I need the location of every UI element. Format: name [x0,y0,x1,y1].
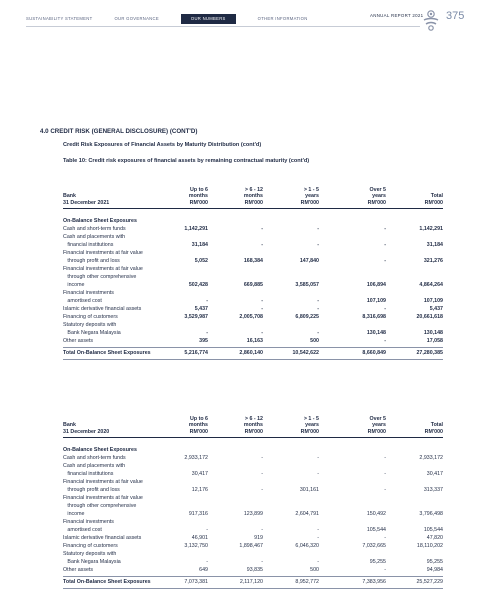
cell-value: - [261,471,263,477]
nav-our-governance[interactable]: OUR GOVERNANCE [114,16,159,21]
table-row [63,217,443,225]
row-label: Financial investments [63,519,114,525]
cell-value: - [317,535,319,541]
cell-value: - [317,242,319,248]
table-row [63,233,443,241]
column-header [244,416,263,436]
cell-value: 147,840 [299,258,319,264]
cell-value: 919 [254,535,263,541]
column-header-line: > 1 - 5 [303,186,319,193]
row-label: financial institutions [63,471,114,477]
column-header-line: RM'000 [367,428,386,435]
column-header-line: > 1 - 5 [303,415,319,422]
maturity-table-2021 [63,174,443,360]
column-header-line: RM'000 [189,428,208,435]
row-label: Statutory deposits with [63,551,117,557]
cell-value: - [384,455,386,461]
total-value: 8,952,772 [295,579,319,585]
table-row [63,510,443,518]
report-label: ANNUAL REPORT 2021 [370,13,424,18]
cell-value: 6,809,225 [295,314,319,320]
column-header-line: RM'000 [300,428,319,435]
table-row [63,257,443,265]
cell-value: 3,796,498 [419,511,443,517]
column-header-line: years [372,422,386,428]
column-header-line: > 6 - 12 [244,415,263,422]
cell-value: - [261,559,263,565]
cell-value: - [317,330,319,336]
cell-value: 47,820 [426,535,443,541]
row-label: income [63,282,85,288]
row-label: Cash and placements with [63,234,126,240]
cell-value: 130,148 [366,330,386,336]
table-row [63,486,443,494]
cell-value: 95,255 [426,559,443,565]
cell-value: - [261,487,263,493]
header-rule [63,437,443,438]
cell-value: 2,604,791 [295,511,319,517]
header-rule [63,208,443,209]
table-row [63,313,443,321]
total-value: 7,383,956 [362,579,386,585]
row-label: Cash and placements with [63,463,126,469]
column-header-line: RM'000 [300,199,319,206]
cell-value: 917,316 [188,511,208,517]
row-label: amortised cost [63,298,102,304]
table-row [63,249,443,257]
table-row [63,518,443,526]
table-row [63,478,443,486]
cell-value: - [206,298,208,304]
cell-value: - [384,226,386,232]
cell-value: 106,894 [366,282,386,288]
cell-value: - [206,527,208,533]
spacer [63,209,443,217]
column-header-line: Total [430,193,443,199]
column-header [189,187,208,207]
table-row [63,273,443,281]
table-header [63,403,443,435]
cell-value: 31,184 [426,242,443,248]
table-row [63,225,443,233]
cell-value: 130,148 [423,330,443,336]
table-row [63,241,443,249]
column-header-line: years [372,193,386,199]
cell-value: 123,899 [243,511,263,517]
cell-value: 3,585,057 [295,282,319,288]
table-row [63,297,443,305]
total-value: 2,117,120 [239,579,263,585]
bank-logo-icon [420,8,442,32]
column-header-line: Up to 6 [190,415,208,422]
cell-value: 107,109 [366,298,386,304]
total-label: Total On-Balance Sheet Exposures [63,350,151,356]
cell-value: - [206,330,208,336]
row-label: through other comprehensive [63,274,137,280]
cell-value: 1,142,291 [184,226,208,232]
nav-divider [26,26,420,27]
cell-value: - [384,306,386,312]
bank-label: Bank [63,193,76,199]
cell-value: 4,864,264 [419,282,443,288]
page-number: 375 [446,10,465,22]
row-label: Financial investments [63,290,114,296]
row-label: Financial investments at fair value [63,479,143,485]
cell-value: 30,417 [191,471,208,477]
column-header-line: Over 5 [369,186,386,193]
table-row [63,470,443,478]
total-value: 8,660,849 [362,350,386,356]
cell-value: - [261,298,263,304]
cell-value: - [384,338,386,344]
cell-value: 2,005,708 [239,314,263,320]
cell-value: 17,058 [426,338,443,344]
column-header-line: years [305,193,319,199]
bank-label: Bank [63,422,76,428]
column-header-line: Total [430,422,443,428]
cell-value: - [206,559,208,565]
column-header [244,187,263,207]
row-label: Cash and short-term funds [63,226,126,232]
row-label: Other assets [63,338,94,344]
cell-value: 7,032,665 [362,543,386,549]
column-header-line: years [305,422,319,428]
table-row [63,321,443,329]
cell-value: 105,544 [366,527,386,533]
cell-value: 12,176 [191,487,208,493]
cell-value: - [261,527,263,533]
table-row [63,494,443,502]
cell-value: 5,437 [194,306,208,312]
column-header [425,422,443,435]
column-header-line: months [243,422,263,428]
cell-value: - [317,298,319,304]
table-row [63,446,443,454]
row-label: Bank Negara Malaysia [63,330,121,336]
cell-value: 3,132,750 [184,543,208,549]
row-label: amortised cost [63,527,102,533]
row-label: Financing of customers [63,314,118,320]
date-label: 31 December 2021 [63,199,110,206]
column-header-line: RM'000 [189,199,208,206]
column-header-line: RM'000 [367,199,386,206]
total-value: 27,280,385 [416,350,443,356]
cell-value: 16,163 [246,338,263,344]
row-label: through profit and loss [63,487,120,493]
table-row [63,558,443,566]
total-value: 7,073,381 [184,579,208,585]
row-label: Financial investments at fair value [63,250,143,256]
date-label: 31 December 2020 [63,428,110,435]
total-label: Total On-Balance Sheet Exposures [63,579,151,585]
cell-value: 30,417 [426,471,443,477]
cell-value: 18,110,202 [416,543,443,549]
total-value: 2,860,140 [239,350,263,356]
table-row [63,305,443,313]
cell-value: - [261,242,263,248]
table-row [63,534,443,542]
row-label: On-Balance Sheet Exposures [63,447,137,453]
cell-value: 301,161 [299,487,319,493]
total-row [63,577,443,588]
cell-value: - [261,455,263,461]
row-label: Financial investments at fair value [63,266,143,272]
column-header-line: Over 5 [369,415,386,422]
cell-value: - [384,242,386,248]
column-header-line: RM'000 [244,428,263,435]
row-label: income [63,511,85,517]
table-row [63,281,443,289]
cell-value: - [317,226,319,232]
cell-value: - [317,455,319,461]
cell-value: 95,255 [369,559,386,565]
cell-value: - [261,330,263,336]
cell-value: 5,437 [429,306,443,312]
row-label: financial institutions [63,242,114,248]
column-header [301,416,319,436]
cell-value: 1,898,467 [239,543,263,549]
column-header [189,416,208,436]
maturity-table-2020 [63,403,443,589]
cell-value: - [317,527,319,533]
table-row [63,550,443,558]
cell-value: 3,529,987 [184,314,208,320]
row-label: Statutory deposits with [63,322,117,328]
cell-value: - [384,535,386,541]
table-row [63,337,443,345]
cell-value: 2,933,172 [184,455,208,461]
column-header-line: Up to 6 [190,186,208,193]
nav-other-information[interactable]: OTHER INFORMATION [257,16,308,21]
cell-value: 1,142,291 [419,226,443,232]
cell-value: 150,492 [366,511,386,517]
cell-value: 395 [199,338,208,344]
spacer [63,438,443,446]
table-header [63,174,443,206]
column-header-line: RM'000 [424,428,443,435]
total-rule-bottom [63,359,443,360]
cell-value: 168,384 [243,258,263,264]
total-rule-bottom [63,588,443,589]
table-row [63,542,443,550]
column-header-line: months [243,193,263,199]
table-row [63,329,443,337]
cell-value: 6,046,320 [295,543,319,549]
total-value: 10,542,622 [292,350,319,356]
column-header-line: months [188,422,208,428]
table-row [63,289,443,297]
section-nav [26,14,330,24]
cell-value: 669,885 [243,282,263,288]
cell-value: 31,184 [191,242,208,248]
cell-value: 94,984 [426,567,443,573]
row-label: Cash and short-term funds [63,455,126,461]
nav-sustainability-statement[interactable]: SUSTAINABILITY STATEMENT [26,16,93,21]
column-header-line: RM'000 [424,199,443,206]
cell-value: 8,316,698 [362,314,386,320]
cell-value: 649 [199,567,208,573]
row-label: On-Balance Sheet Exposures [63,218,137,224]
bank-date-heading [63,422,109,435]
cell-value: 5,052 [194,258,208,264]
cell-value: - [261,306,263,312]
cell-value: 500 [310,567,319,573]
cell-value: 105,544 [423,527,443,533]
cell-value: - [384,258,386,264]
column-header-line: RM'000 [244,199,263,206]
cell-value: - [384,567,386,573]
row-label: Islamic derivative financial assets [63,535,142,541]
table-row [63,462,443,470]
row-label: Bank Negara Malaysia [63,559,121,565]
total-value: 5,216,774 [184,350,208,356]
column-header [425,193,443,206]
table-row [63,566,443,574]
cell-value: 321,276 [423,258,443,264]
total-row [63,348,443,359]
table-row [63,265,443,273]
cell-value: 502,428 [188,282,208,288]
cell-value: - [317,306,319,312]
row-label: Financing of customers [63,543,118,549]
cell-value: 46,901 [191,535,208,541]
cell-value: - [261,226,263,232]
cell-value: 107,109 [423,298,443,304]
cell-value: - [384,487,386,493]
column-header-line: months [188,193,208,199]
nav-our-numbers[interactable]: OUR NUMBERS [181,14,236,24]
column-header [301,187,319,207]
table-title: Table 10: Credit risk exposures of financial assets by remaining contractual maturity (cont'd) [63,158,310,164]
row-label: through profit and loss [63,258,120,264]
table-row [63,526,443,534]
top-navigation [0,0,480,44]
section-subtitle: Credit Risk Exposures of Financial Assets by Maturity Distribution (cont'd) [63,142,262,148]
cell-value: 2,933,172 [419,455,443,461]
row-label: through other comprehensive [63,503,137,509]
row-label: Islamic derivative financial assets [63,306,142,312]
cell-value: 93,835 [246,567,263,573]
column-header-line: > 6 - 12 [244,186,263,193]
cell-value: - [384,471,386,477]
column-header [368,187,386,207]
cell-value: - [317,471,319,477]
cell-value: 20,661,618 [416,314,443,320]
table-row [63,502,443,510]
column-header [368,416,386,436]
section-title: 4.0 CREDIT RISK (GENERAL DISCLOSURE) (CONT'D) [40,128,198,135]
cell-value: 500 [310,338,319,344]
cell-value: - [317,559,319,565]
table-row [63,454,443,462]
total-value: 25,527,229 [416,579,443,585]
bank-date-heading [63,193,109,206]
row-label: Other assets [63,567,94,573]
row-label: Financial investments at fair value [63,495,143,501]
cell-value: 313,337 [423,487,443,493]
